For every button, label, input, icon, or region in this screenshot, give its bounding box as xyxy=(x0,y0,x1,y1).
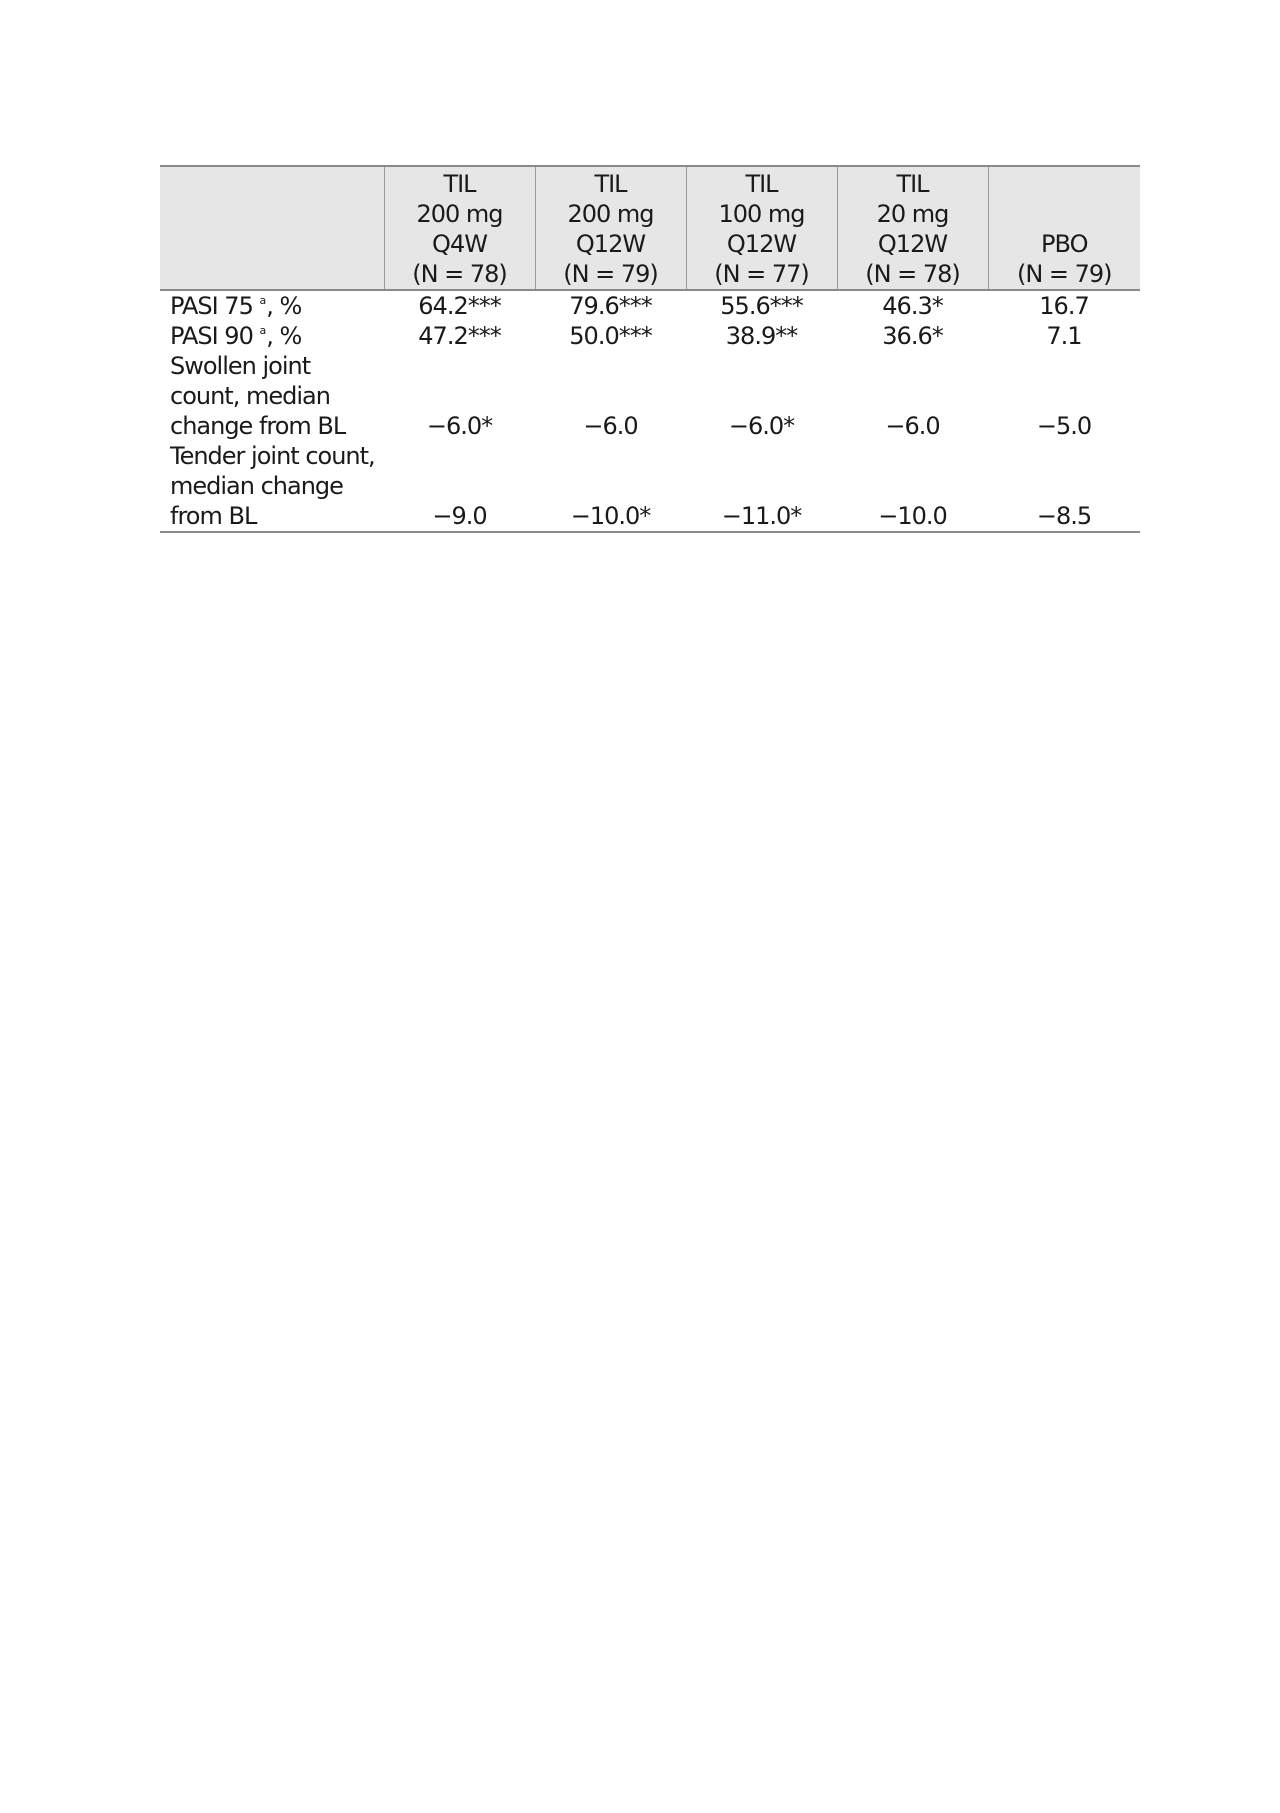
row-label xyxy=(160,290,384,321)
header-line: 200 mg xyxy=(567,200,654,228)
header-line: (N = 77) xyxy=(714,260,809,288)
row-label xyxy=(160,441,384,532)
row-label-line: from BL xyxy=(170,502,257,530)
header-cell-til-100mg-q12w xyxy=(686,166,837,290)
table-cell: 16.7 xyxy=(1039,292,1089,320)
table-cell: −9.0 xyxy=(384,441,535,532)
row-label-line: median change xyxy=(170,472,343,500)
footnote-marker: a xyxy=(259,294,267,307)
header-line: TIL xyxy=(443,170,476,198)
row-label-text: PASI 90 xyxy=(170,322,253,350)
table-cell: 36.6* xyxy=(882,322,943,350)
header-cell-til-200mg-q12w xyxy=(535,166,686,290)
row-label-line: Tender joint count, xyxy=(170,442,375,470)
header-line: (N = 78) xyxy=(412,260,507,288)
header-line: TIL xyxy=(594,170,627,198)
table-cell: 38.9** xyxy=(725,322,798,350)
row-label-line: Swollen joint xyxy=(170,352,311,380)
table-cell: −10.0* xyxy=(535,441,686,532)
table-header xyxy=(160,166,1140,290)
table-cell: 55.6*** xyxy=(720,292,803,320)
header-line: TIL xyxy=(896,170,929,198)
footnote-marker: a xyxy=(259,324,267,337)
header-line: (N = 79) xyxy=(563,260,658,288)
row-label xyxy=(160,351,384,441)
header-line: 100 mg xyxy=(718,200,805,228)
table-cell: 47.2*** xyxy=(418,322,501,350)
table-row-swollen-joint-count xyxy=(160,351,1140,441)
header-cell-til-200mg-q4w xyxy=(384,166,535,290)
header-row xyxy=(160,166,1140,290)
table-body xyxy=(160,290,1140,532)
results-table xyxy=(160,165,1140,533)
table-cell: −6.0 xyxy=(885,412,940,440)
header-cell-til-20mg-q12w xyxy=(837,166,988,290)
table-cell: 79.6*** xyxy=(569,292,652,320)
table-cell: −5.0 xyxy=(1036,412,1092,440)
row-label-line: count, median xyxy=(170,382,330,410)
row-label xyxy=(160,321,384,351)
table-cell: −11.0* xyxy=(686,441,837,532)
header-line: PBO xyxy=(1041,230,1088,258)
header-line: 20 mg xyxy=(876,200,949,228)
table-cell: −8.5 xyxy=(988,441,1140,532)
row-label-text: PASI 75 xyxy=(170,292,253,320)
header-line: TIL xyxy=(745,170,778,198)
table-cell: 64.2*** xyxy=(418,292,501,320)
header-line: (N = 79) xyxy=(1016,260,1112,288)
header-line: Q12W xyxy=(877,230,948,258)
table-cell: −6.0 xyxy=(583,412,638,440)
row-label-line: change from BL xyxy=(170,412,346,440)
header-cell-empty xyxy=(160,166,384,290)
row-label-suffix: , % xyxy=(266,292,302,320)
table-row-pasi-90 xyxy=(160,321,1140,351)
header-line: 200 mg xyxy=(416,200,503,228)
table-row-tender-joint-count xyxy=(160,441,1140,532)
row-label-suffix: , % xyxy=(266,322,302,350)
header-line: Q4W xyxy=(432,230,487,258)
table-cell: −10.0 xyxy=(837,441,988,532)
table-cell: 50.0*** xyxy=(569,322,652,350)
table-row-pasi-75 xyxy=(160,290,1140,321)
header-line: Q12W xyxy=(726,230,797,258)
header-cell-pbo xyxy=(988,166,1140,290)
table-cell: −6.0* xyxy=(426,412,493,440)
table-cell: 46.3* xyxy=(882,292,943,320)
table-cell: −6.0* xyxy=(728,412,795,440)
header-line: Q12W xyxy=(575,230,646,258)
header-line: (N = 78) xyxy=(865,260,960,288)
table-cell: 7.1 xyxy=(1046,322,1082,350)
